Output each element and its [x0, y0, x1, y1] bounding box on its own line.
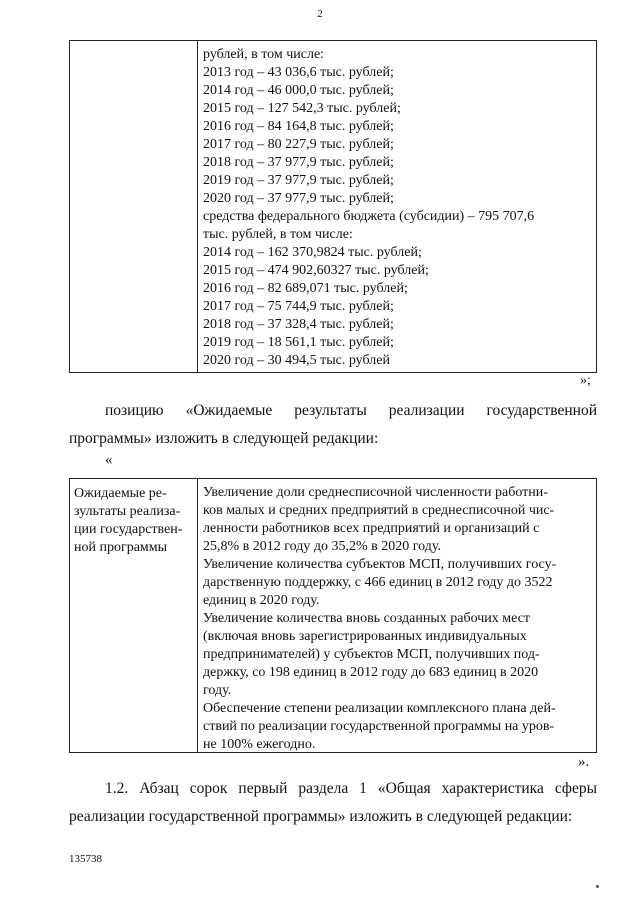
funding-line: 2015 год – 474 902,60327 тыс. рублей; — [203, 263, 429, 278]
funding-table — [69, 40, 597, 373]
results-line: держку, со 198 единиц в 2012 году до 683 единиц в 2020 — [203, 665, 539, 680]
results-line: ленности работников всех предприятий и организаций с — [203, 521, 540, 536]
results-table — [69, 478, 597, 753]
funding-line: тыс. рублей, в том числе: — [203, 227, 353, 242]
results-line: единиц в 2020 году. — [203, 593, 320, 608]
results-line: дарственную поддержку, с 466 единиц в 2012 году до 3522 — [203, 575, 553, 590]
funding-line: 2017 год – 80 227,9 тыс. рублей; — [203, 137, 394, 152]
funding-line: 2013 год – 43 036,6 тыс. рублей; — [203, 65, 394, 80]
results-line: Увеличение количества вновь созданных рабочих мест — [203, 611, 531, 626]
paragraph-section-1: 1.2. Абзац сорок первый раздела 1 «Общая характеристика сферы реализации государственной программы» изложить в следующей редакции: — [69, 780, 597, 825]
results-heading-line: ции государствен- — [74, 522, 183, 537]
funding-line: 2016 год – 84 164,8 тыс. рублей; — [203, 119, 394, 134]
funding-line: 2018 год – 37 328,4 тыс. рублей; — [203, 317, 394, 332]
funding-line: 2018 год – 37 977,9 тыс. рублей; — [203, 155, 394, 170]
document-id: 135738 — [69, 853, 102, 865]
results-line: ствий по реализации государственной программы на уров- — [203, 719, 555, 734]
results-heading-line: Ожидаемые ре- — [74, 486, 167, 501]
funding-line: 2020 год – 30 494,5 тыс. рублей — [203, 353, 390, 368]
results-line: Увеличение количества субъектов МСП, получивших госу- — [203, 557, 557, 572]
paragraph-expected-results: позицию «Ожидаемые результаты реализации государственной программы» изложить в следующей редакции: — [69, 402, 597, 447]
funding-line: 2014 год – 46 000,0 тыс. рублей; — [203, 83, 394, 98]
results-table-left-cell — [70, 479, 198, 752]
results-line: ков малых и средних предприятий в среднесписочной чис- — [203, 503, 555, 518]
results-line: не 100% ежегодно. — [203, 737, 316, 752]
results-line: предпринимателей) у субъектов МСП, получивших под- — [203, 647, 540, 662]
funding-line: 2019 год – 18 561,1 тыс. рублей; — [203, 335, 394, 350]
funding-line: средства федерального бюджета (субсидии) – 795 707,6 — [203, 209, 535, 224]
results-line: (включая вновь зарегистрированных индивидуальных — [203, 629, 527, 644]
funding-line: 2020 год – 37 977,9 тыс. рублей; — [203, 191, 394, 206]
results-heading-line: ной программы — [74, 540, 168, 555]
results-heading-line: зультаты реализа- — [74, 504, 181, 519]
funding-table-left-cell — [70, 41, 198, 372]
results-line: Увеличение доли среднесписочной численности работни- — [203, 485, 548, 500]
funding-table-right-cell — [198, 41, 596, 372]
results-line: 25,8% в 2012 году до 35,2% в 2020 году. — [203, 539, 441, 554]
opening-quote: « — [105, 452, 113, 468]
funding-line: 2014 год – 162 370,9824 тыс. рублей; — [203, 245, 422, 260]
results-table-right-cell — [198, 479, 596, 752]
funding-lines — [198, 41, 596, 370]
funding-line: рублей, в том числе: — [203, 47, 325, 62]
closing-quote-2: ». — [578, 754, 590, 770]
results-line: году. — [203, 683, 232, 698]
results-line: Обеспечение степени реализации комплексного плана дей- — [203, 701, 556, 716]
results-heading-lines — [70, 479, 197, 557]
closing-quote-1: »; — [580, 373, 591, 388]
results-lines — [198, 479, 596, 754]
funding-line: 2017 год – 75 744,9 тыс. рублей; — [203, 299, 394, 314]
scan-dot — [596, 885, 599, 888]
page-number: 2 — [317, 8, 323, 20]
funding-line: 2015 год – 127 542,3 тыс. рублей; — [203, 101, 401, 116]
funding-line: 2016 год – 82 689,071 тыс. рублей; — [203, 281, 408, 296]
funding-line: 2019 год – 37 977,9 тыс. рублей; — [203, 173, 394, 188]
